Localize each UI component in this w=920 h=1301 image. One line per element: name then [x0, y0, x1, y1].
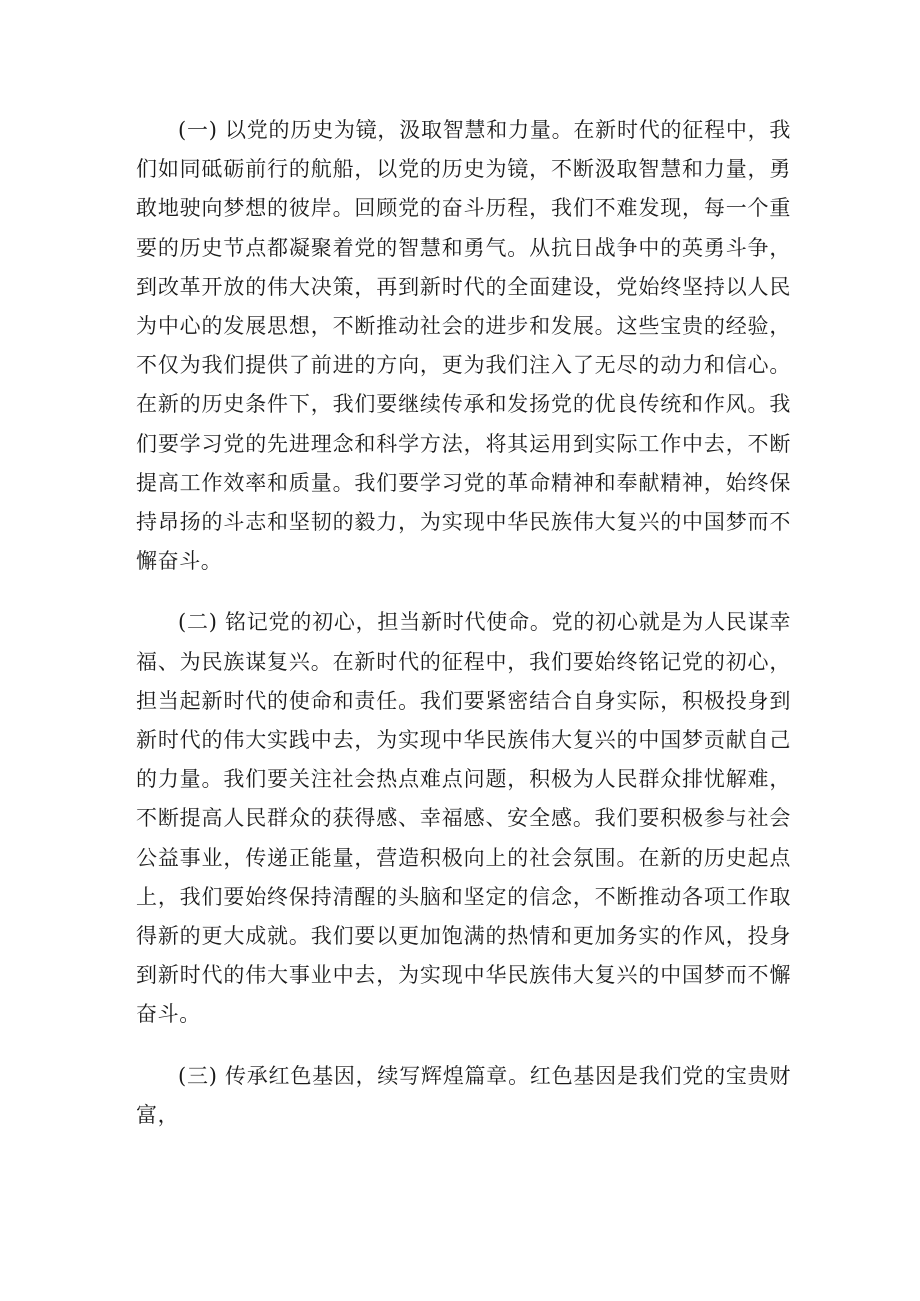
paragraph-3: (三) 传承红色基因，续写辉煌篇章。红色基因是我们党的宝贵财富， [136, 1063, 791, 1127]
document-body [136, 111, 791, 1135]
paragraph-1: (一) 以党的历史为镜，汲取智慧和力量。在新时代的征程中，我们如同砥砺前行的航船，以党的历史为镜，不断汲取智慧和力量，勇敢地驶向梦想的彼岸。回顾党的奋斗历程，我们不难发现，每一个重要的历史节点都凝聚着党的智慧和勇气。从抗日战争中的英勇斗争，到改革开放的伟大决策，再到新时代的全面建设，党始终坚持以人民为中心的发展思想，不断推动社会的进步和发展。这些宝贵的经验，不仅为我们提供了前进的方向，更为我们注入了无尽的动力和信心。在新的历史条件下，我们要继续传承和发扬党的优良传统和作风。我们要学习党的先进理念和科学方法，将其运用到实际工作中去，不断提高工作效率和质量。我们要学习党的革命精神和奉献精神，始终保持昂扬的斗志和坚韧的毅力，为实现中华民族伟大复兴的中国梦而不懈奋斗。 [136, 118, 791, 574]
paragraph-2: (二) 铭记党的初心，担当新时代使命。党的初心就是为人民谋幸福、为民族谋复兴。在新时代的征程中，我们要始终铭记党的初心，担当起新时代的使命和责任。我们要紧密结合自身实际，积极投身到新时代的伟大实践中去，为实现中华民族伟大复兴的中国梦贡献自己的力量。我们要关注社会热点难点问题，积极为人民群众排忧解难，不断提高人民群众的获得感、幸福感、安全感。我们要积极参与社会公益事业，传递正能量，营造积极向上的社会氛围。在新的历史起点上，我们要始终保持清醒的头脑和坚定的信念，不断推动各项工作取得新的更大成就。我们要以更加饱满的热情和更加务实的作风，投身到新时代的伟大事业中去，为实现中华民族伟大复兴的中国梦而不懈奋斗。 [136, 610, 791, 1027]
